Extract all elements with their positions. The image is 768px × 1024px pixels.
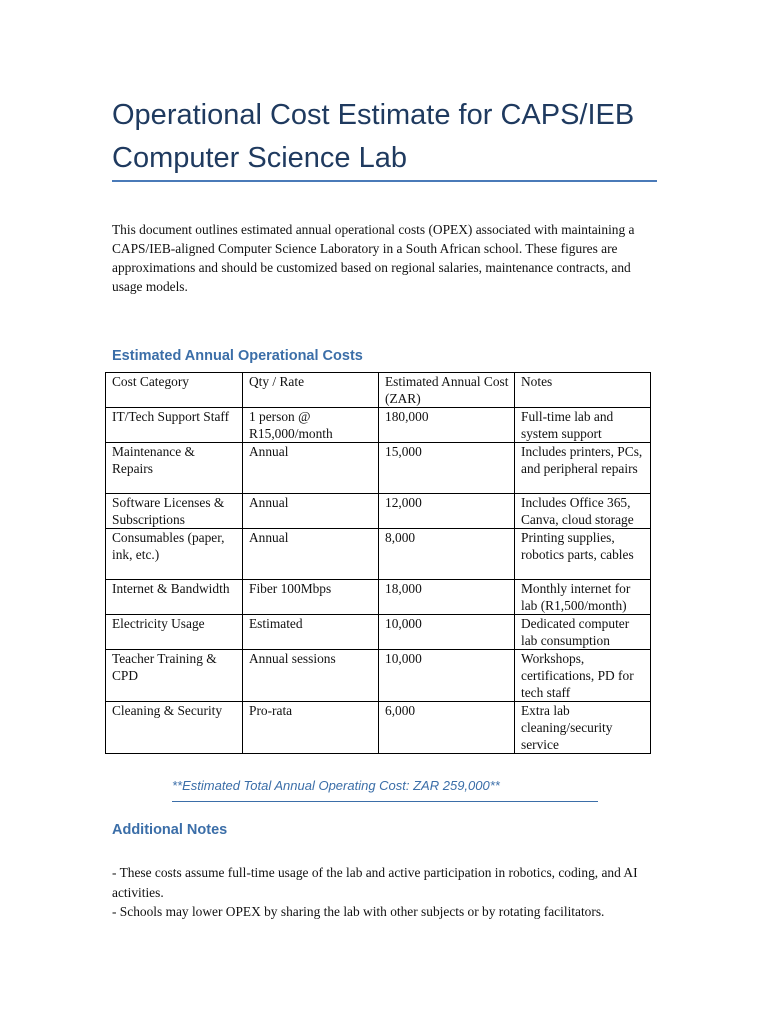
table-row [106, 529, 651, 580]
cell-cost: 15,000 [379, 443, 515, 494]
cell-category: Teacher Training & CPD [106, 650, 243, 702]
header-qty-rate: Qty / Rate [243, 373, 379, 408]
cell-notes: Dedicated computer lab consumption [515, 615, 651, 650]
cell-notes: Printing supplies, robotics parts, cables [515, 529, 651, 580]
cell-category: Cleaning & Security [106, 702, 243, 754]
table-row [106, 494, 651, 529]
note-item: - These costs assume full-time usage of the lab and active participation in robotics, coding, and AI activities. [112, 865, 638, 900]
title-divider [112, 180, 657, 182]
intro-paragraph: This document outlines estimated annual operational costs (OPEX) associated with maintaining a CAPS/IEB-aligned Computer Science Laboratory in a South African school. These figures are approximations and should be customized based on regional salaries, maintenance contracts, and usage models. [112, 222, 635, 294]
cell-notes: Full-time lab and system support [515, 408, 651, 443]
cell-notes: Extra lab cleaning/security service [515, 702, 651, 754]
cell-cost: 10,000 [379, 615, 515, 650]
table-row [106, 408, 651, 443]
cell-notes: Includes printers, PCs, and peripheral repairs [515, 443, 651, 494]
cost-table [105, 372, 651, 754]
note-item: - Schools may lower OPEX by sharing the lab with other subjects or by rotating facilitators. [112, 904, 605, 919]
table-row [106, 702, 651, 754]
cell-category: Software Licenses & Subscriptions [106, 494, 243, 529]
table-row [106, 615, 651, 650]
total-cost-line: **Estimated Total Annual Operating Cost: ZAR 259,000** [172, 778, 500, 793]
cell-cost: 8,000 [379, 529, 515, 580]
header-estimated-cost: Estimated Annual Cost (ZAR) [379, 373, 515, 408]
cell-qty-rate: Fiber 100Mbps [243, 580, 379, 615]
cell-category: IT/Tech Support Staff [106, 408, 243, 443]
header-notes: Notes [515, 373, 651, 408]
table-row [106, 650, 651, 702]
table-row [106, 443, 651, 494]
cell-qty-rate: 1 person @ R15,000/month [243, 408, 379, 443]
cell-category: Consumables (paper, ink, etc.) [106, 529, 243, 580]
header-cost-category: Cost Category [106, 373, 243, 408]
cell-cost: 10,000 [379, 650, 515, 702]
document-title: Operational Cost Estimate for CAPS/IEB Computer Science Lab [112, 99, 635, 174]
cell-qty-rate: Annual [243, 443, 379, 494]
cell-qty-rate: Annual [243, 529, 379, 580]
cell-category: Maintenance & Repairs [106, 443, 243, 494]
table-header-row [106, 373, 651, 408]
cell-cost: 180,000 [379, 408, 515, 443]
cell-category: Electricity Usage [106, 615, 243, 650]
cell-qty-rate: Pro-rata [243, 702, 379, 754]
total-underline [172, 801, 598, 802]
notes-list [112, 863, 657, 922]
cell-cost: 12,000 [379, 494, 515, 529]
costs-heading: Estimated Annual Operational Costs [112, 348, 363, 364]
cell-notes: Monthly internet for lab (R1,500/month) [515, 580, 651, 615]
cell-qty-rate: Annual sessions [243, 650, 379, 702]
cell-qty-rate: Annual [243, 494, 379, 529]
cell-cost: 18,000 [379, 580, 515, 615]
cell-category: Internet & Bandwidth [106, 580, 243, 615]
cell-qty-rate: Estimated [243, 615, 379, 650]
cell-notes: Workshops, certifications, PD for tech staff [515, 650, 651, 702]
cell-cost: 6,000 [379, 702, 515, 754]
notes-heading: Additional Notes [112, 822, 228, 838]
cell-notes: Includes Office 365, Canva, cloud storage [515, 494, 651, 529]
table-row [106, 580, 651, 615]
